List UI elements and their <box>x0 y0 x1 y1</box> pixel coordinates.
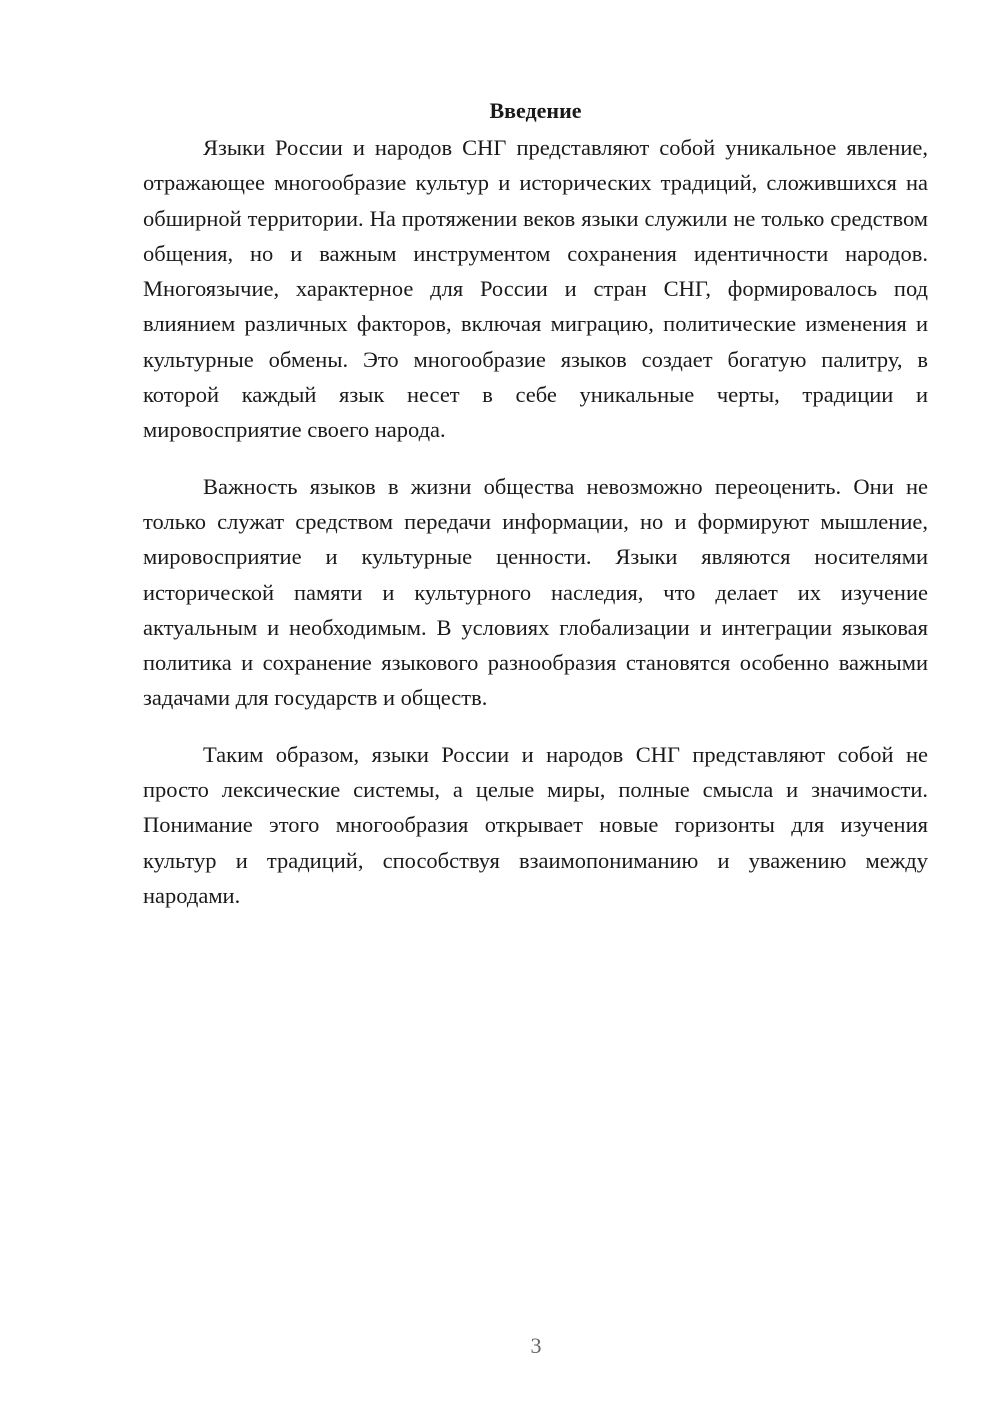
paragraph-1: Языки России и народов СНГ представляют собой уникальное явление, отражающее многообразие культур и исторических традиций, сложившихся на обширной территории. На протяжении веков языки служили не только средством общения, но и важным инструментом сохранения идентичности народов. Многоязычие, характерное для России и стран СНГ, формировалось под влиянием различных факторов, включая миграцию, политические изменения и культурные обмены. Это многообразие языков создает богатую палитру, в которой каждый язык несет в себе уникальные черты, традиции и мировосприятие своего народа. <box>143 135 928 443</box>
section-heading: Введение <box>489 98 582 123</box>
page-number: 3 <box>530 1333 542 1358</box>
paragraph-3: Таким образом, языки России и народов СНГ представляют собой не просто лексические системы, а целые миры, полные смысла и значимости. Понимание этого многообразия открывает новые горизонты для изучения культур и традиций, способствуя взаимопониманию и уважению между народами. <box>143 741 928 908</box>
page-content <box>143 96 928 934</box>
paragraph-2: Важность языков в жизни общества невозможно переоценить. Они не только служат средством передачи информации, но и формируют мышление, мировосприятие и культурные ценности. Языки являются носителями исторической памяти и культурного наследия, что делает их изучение актуальным и необходимым. В условиях глобализации и интеграции языковая политика и сохранение языкового разнообразия становятся особенно важными задачами для государств и обществ. <box>143 473 928 711</box>
